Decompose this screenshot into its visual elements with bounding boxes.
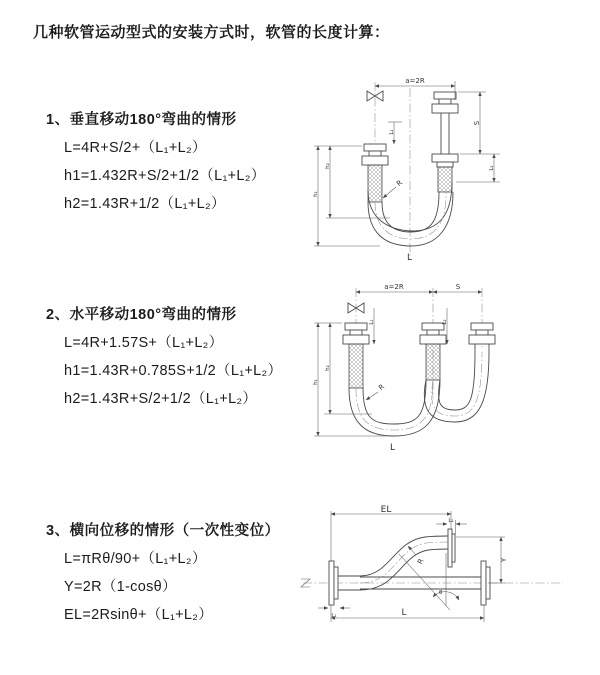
d3-dim-l2-label: L₂ — [448, 518, 454, 524]
d2-length-label: L — [390, 443, 396, 453]
section-3-formula-l: L=πRθ/90+（L₁+L₂） — [64, 551, 207, 567]
section-1-formula-h1: h1=1.432R+S/2+1/2（L₁+L₂） — [64, 168, 266, 184]
section-2 — [46, 303, 283, 407]
d2-middle-pipe — [420, 323, 446, 380]
d3-dimensions — [318, 505, 508, 622]
diagram-horizontal-180-bend — [308, 278, 598, 456]
section-2-formula-h1: h1=1.43R+0.785S+1/2（L₁+L₂） — [64, 363, 283, 379]
section-3 — [46, 519, 280, 623]
section-1-heading: 1、垂直移动180°弯曲的情形 — [46, 112, 237, 128]
d2-dim-l2-label: L₂ — [442, 319, 448, 325]
d3-radius-label: R — [416, 557, 426, 566]
d1-length-label: L — [407, 253, 413, 263]
d1-dim-a2r-label: a=2R — [405, 77, 425, 85]
section-1 — [46, 108, 266, 212]
d1-left-pipe — [362, 144, 388, 202]
d1-dim-h2-label: h₂ — [325, 163, 331, 169]
d2-dim-h2-label: h₂ — [325, 365, 331, 371]
d1-right-pipe — [432, 92, 458, 192]
d1-dimensions — [313, 77, 500, 263]
d3-dim-l1-label: L₁ — [331, 613, 337, 619]
d3-dim-l-label: L — [401, 608, 407, 618]
d3-dim-y-label: Y — [500, 557, 508, 563]
d1-radius-label: R — [395, 178, 405, 188]
page-title: 几种软管运动型式的安装方式时，软管的长度计算： — [33, 24, 390, 41]
d3-centerline — [301, 579, 563, 587]
diagram-lateral-displacement — [298, 503, 598, 648]
d3-dim-el-label: EL — [380, 505, 392, 515]
section-2-heading: 2、水平移动180°弯曲的情形 — [46, 307, 237, 323]
section-2-formula-h2: h2=1.43R+S/2+1/2（L₁+L₂） — [64, 391, 258, 407]
d2-dim-s-label: S — [455, 283, 461, 291]
d1-dim-l2-label: L₂ — [489, 165, 495, 171]
section-3-formula-el: EL=2Rsinθ+（L₁+L₂） — [64, 607, 214, 623]
d2-top-dimensions — [356, 283, 482, 292]
d2-centerlines — [356, 288, 482, 398]
section-1-formula-h2: h2=1.43R+1/2（L₁+L₂） — [64, 196, 226, 212]
section-1-formula-l: L=4R+S/2+（L₁+L₂） — [64, 140, 207, 156]
section-2-formula-l: L=4R+1.57S+（L₁+L₂） — [64, 335, 224, 351]
d3-curved-hose — [360, 536, 448, 590]
diagram-vertical-180-bend — [310, 70, 595, 265]
d1-dim-l1-label: L₁ — [389, 129, 395, 135]
d1-dim-s-label: S — [473, 120, 481, 126]
section-3-heading: 3、横向位移的情形（一次性变位） — [46, 523, 280, 539]
d2-radius-label: R — [377, 382, 387, 392]
d2-dim-l1-label: L₁ — [369, 319, 375, 325]
section-3-formula-y: Y=2R（1-cosθ） — [64, 579, 177, 595]
d3-upper-flange — [448, 529, 455, 567]
d1-dim-h1-label: h₁ — [313, 191, 319, 197]
d3-angle-label: θ — [439, 590, 443, 596]
d2-left-pipe — [343, 323, 369, 388]
d2-hose-bends — [349, 352, 489, 436]
d2-dim-a2r-label: a=2R — [384, 283, 404, 291]
d2-dim-h1-label: h₁ — [313, 379, 319, 385]
d2-right-pipe — [469, 323, 495, 352]
